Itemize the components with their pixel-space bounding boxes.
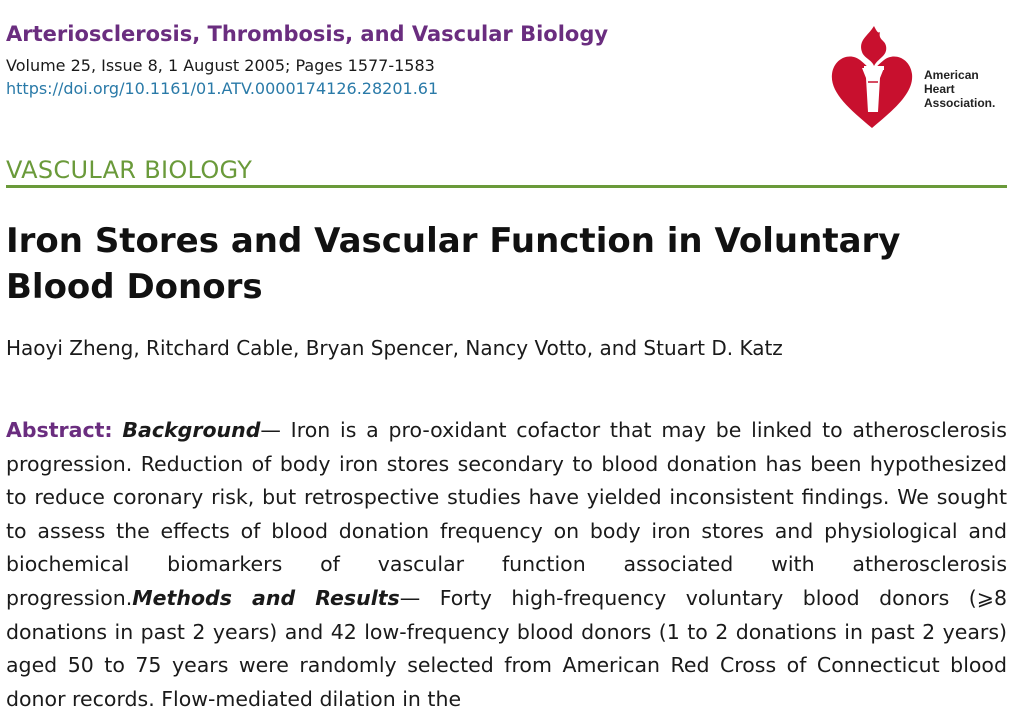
aha-logo-text (924, 68, 995, 110)
article-page (6, 0, 1007, 717)
torch-heart-icon (828, 22, 918, 132)
article-title: Iron Stores and Vascular Function in Voluntary Blood Donors (6, 221, 901, 307)
journal-volume-info: Volume 25, Issue 8, 1 August 2005; Pages 1577-1583 (6, 56, 435, 75)
section-label: VASCULAR BIOLOGY (6, 156, 253, 184)
background-text: — Iron is a pro-oxidant cofactor that may be linked to atherosclerosis progression. Reduction of body iron stores secondary to blood donation has been hypothesized to reduce coronary risk, but retrospective studies have yielded inconsistent findings. We sought to assess the effects of blood donation frequency on body iron stores and physiological and biochemical biomarkers of vascular function associated with atherosclerosis progression. (6, 418, 1007, 610)
logo-line-2: Heart (924, 82, 955, 96)
journal-title[interactable]: Arteriosclerosis, Thrombosis, and Vascular Biology (6, 22, 609, 46)
doi-link[interactable]: https://doi.org/10.1161/01.ATV.0000174126.28201.61 (6, 79, 439, 98)
abstract-paragraph (6, 414, 1007, 716)
author-list: Haoyi Zheng, Ritchard Cable, Bryan Spencer, Nancy Votto, and Stuart D. Katz (6, 336, 783, 360)
methods-heading: Methods and Results (132, 585, 400, 610)
background-heading: Background (122, 418, 261, 442)
aha-logo (828, 22, 1008, 132)
methods-text: — Forty high-frequency voluntary blood donors (⩾8 donations in past 2 years) and 42 low-frequency blood donors (1 to 2 donations in past 2 years) aged 50 to 75 years were randomly selected from American Red Cross of Connecticut blood donor records. Flow-mediated dilation in the (6, 585, 1007, 711)
journal-header (6, 0, 1007, 150)
section-divider (6, 185, 1007, 188)
logo-line-1: American (924, 68, 979, 82)
abstract-label: Abstract: (6, 418, 113, 442)
logo-line-3: Association. (924, 96, 996, 110)
